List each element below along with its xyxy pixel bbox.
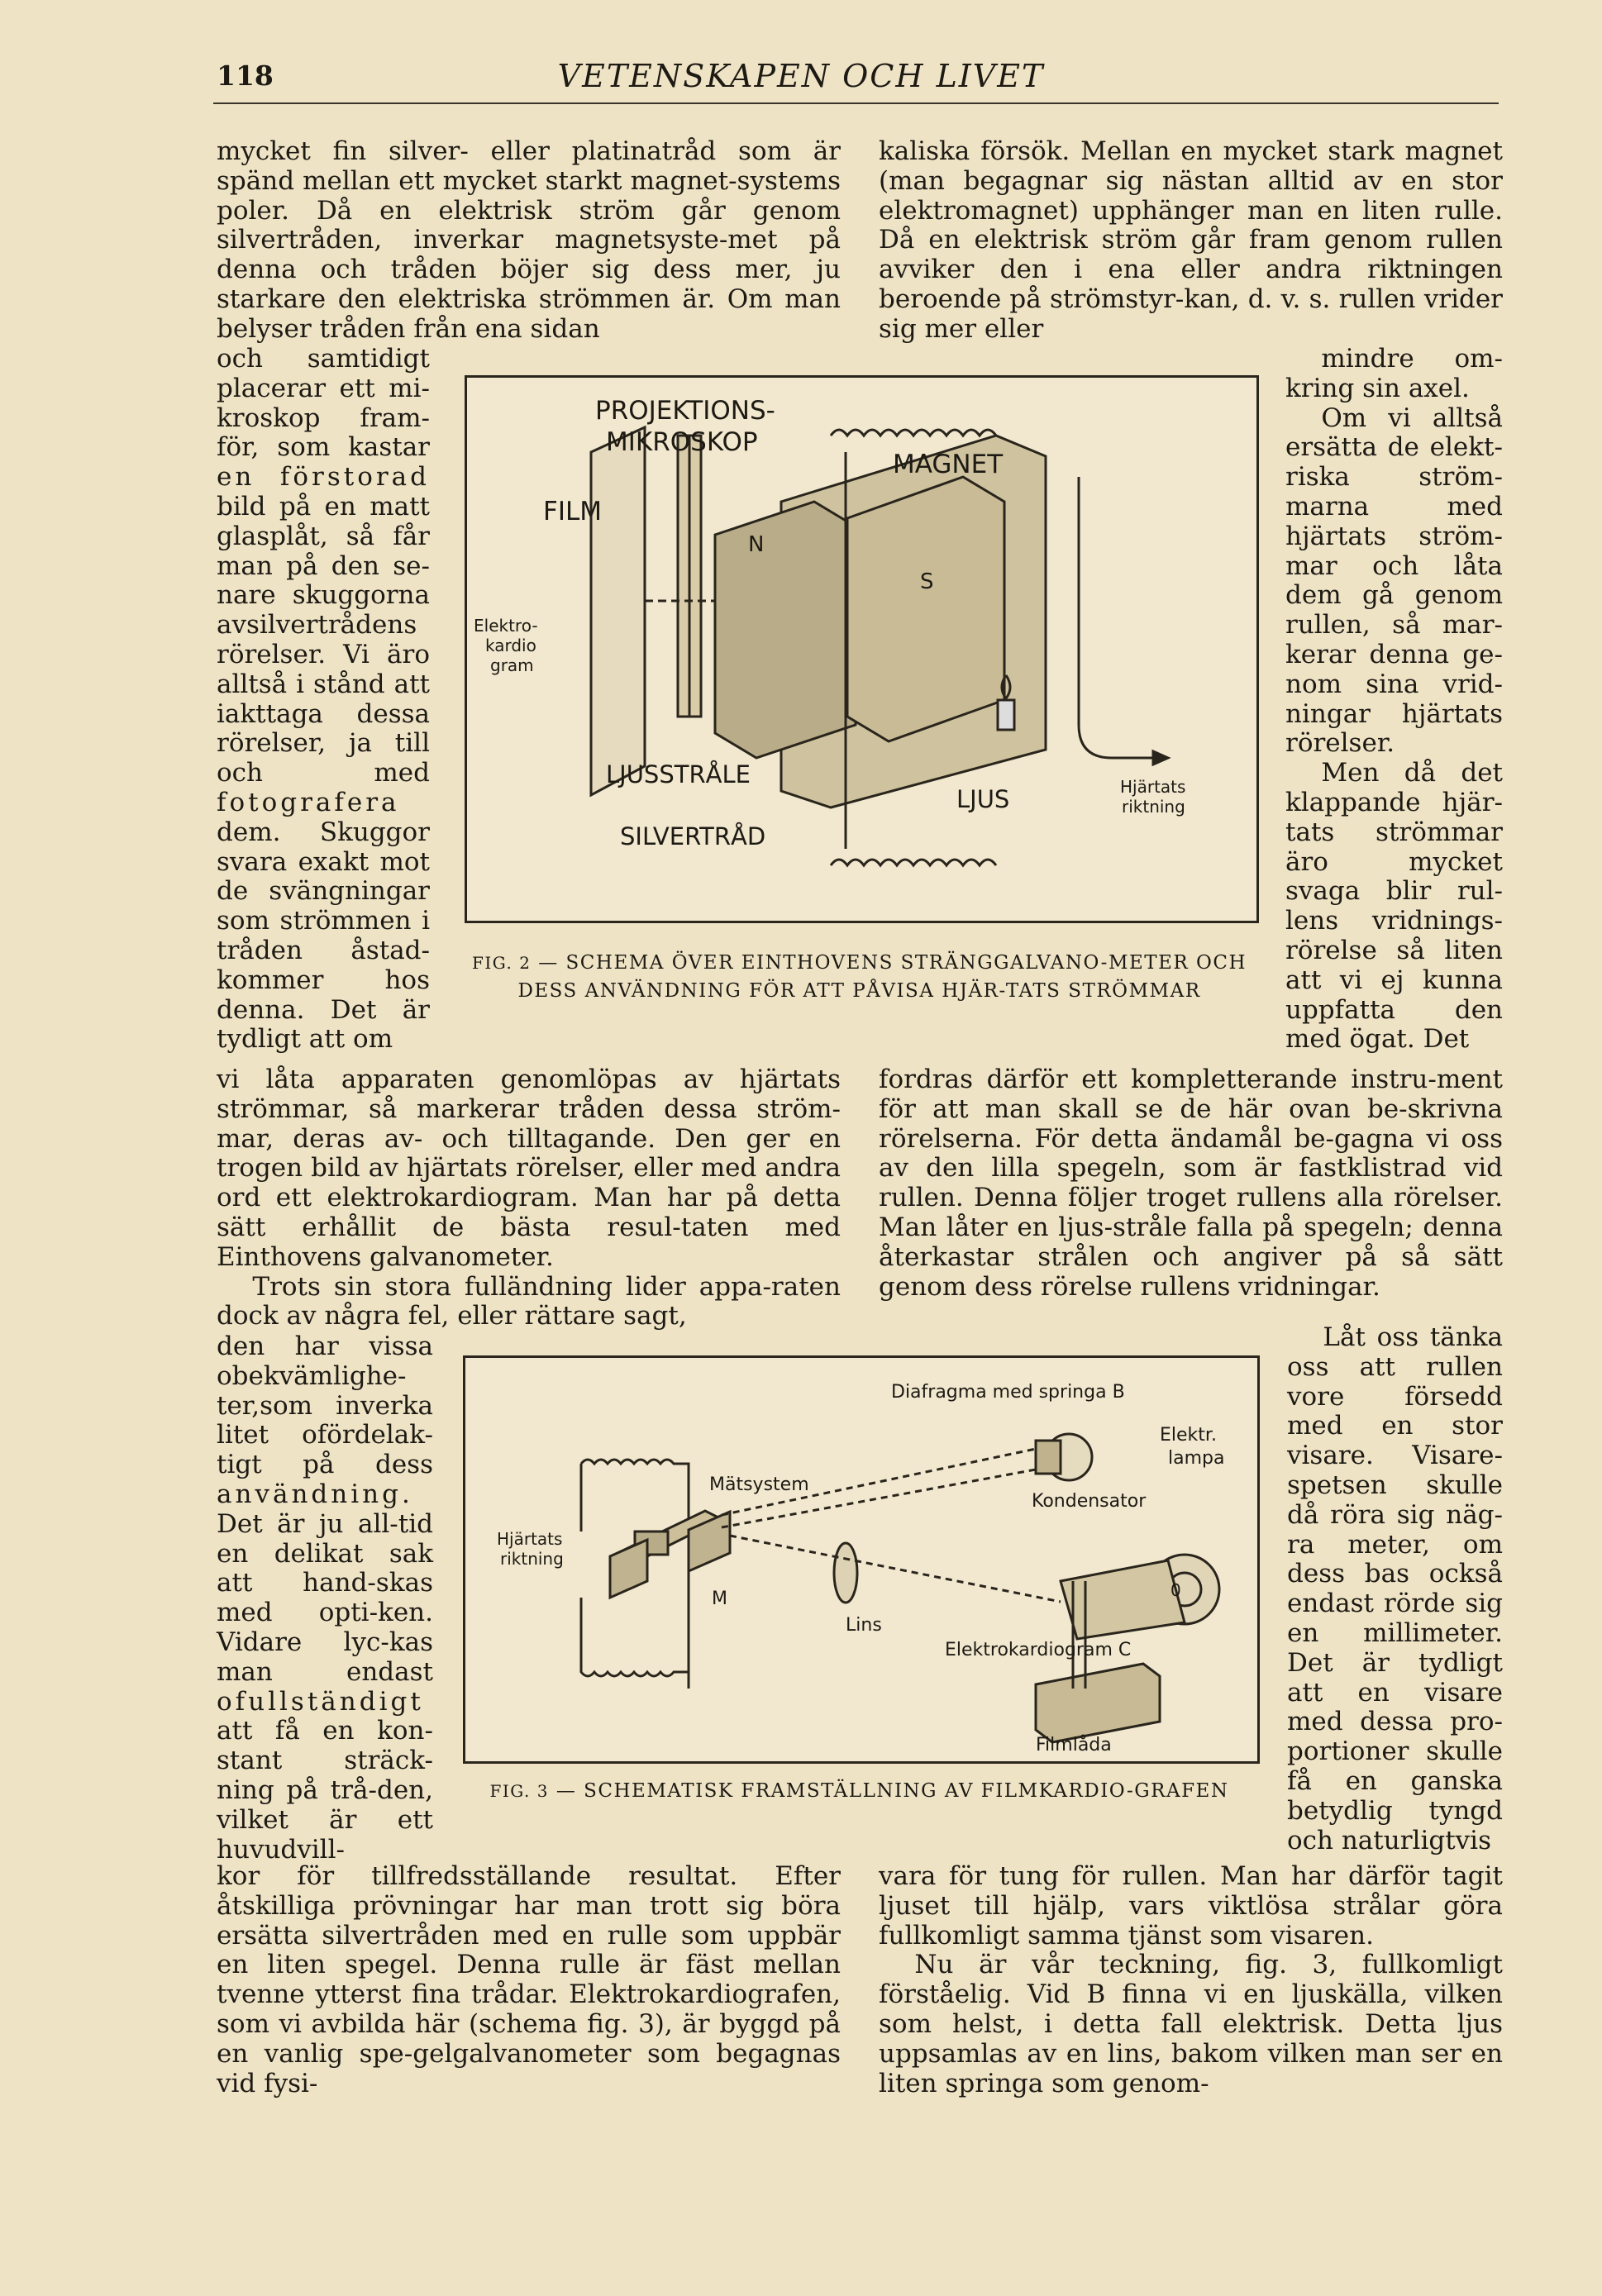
label-riktning: riktning bbox=[1122, 797, 1185, 817]
label-o: 0 bbox=[1171, 1580, 1181, 1600]
label-kardio: kardio bbox=[485, 636, 536, 655]
text-run: Det är ju all-tid en delikat sak att hand-skas med opti-ken. Vidare lyc-kas man endast bbox=[217, 1508, 433, 1687]
string-galvanometer-drawing bbox=[467, 378, 1256, 921]
label-m: M bbox=[712, 1589, 727, 1609]
caption-text: — SCHEMATISK FRAMSTÄLLNING AV FILMKARDIO-GRAFEN bbox=[555, 1780, 1229, 1802]
text-run: dem. Skuggor svara exakt mot de svängningar som strömmen i tråden åstad-kommer hos denna. Det är tydligt att om bbox=[217, 817, 430, 1055]
figure-2-diagram bbox=[465, 375, 1259, 923]
text-run: att få en kon-stant sträck-ning på trå-den, vilket är ett huvudvill- bbox=[217, 1716, 433, 1865]
filmkardiograf-drawing bbox=[465, 1358, 1257, 1761]
spaced-text: fotografera bbox=[217, 787, 400, 817]
label-filmlada: Filmlåda bbox=[1036, 1735, 1112, 1755]
paragraph: kaliska försök. Mellan en mycket stark magnet (man begagnar sig nästan alltid av en stor elektromagnet) upphänger man en liten rulle. Då en elektrisk ström går fram genom rullen avviker den i ena eller andra riktningen beroende på strömstyr-kan, d. v. s. rullen vrider sig mer eller bbox=[879, 136, 1503, 344]
label-elektrokardiogram: Elektrokardiogram C bbox=[945, 1640, 1132, 1660]
right-col-narrow2 bbox=[1287, 1323, 1503, 1855]
right-col-middle bbox=[879, 1065, 1503, 1302]
paragraph: kor för tillfredsställande resultat. Efter åtskilliga prövningar har man trott sig böra ersätta silvertråden med en rulle som uppbär en liten spegel. Denna rulle är fäst mellan tvenne ytterst fina trådar. Elektrokardiografen, som vi avbilda här (schema fig. 3), är byggd på en vanlig spe-gelgalvanometer som begagnas vid fysi- bbox=[217, 1861, 841, 2098]
paragraph: mindre om-kring sin axel. bbox=[1285, 344, 1503, 403]
label-ljus: LJUS bbox=[956, 785, 1010, 813]
spaced-text: ofullständigt bbox=[217, 1686, 424, 1717]
paragraph: mycket fin silver- eller platinatråd som är spänd mellan ett mycket starkt magnet-systems poler. Då en elektrisk ström går genom silvertråden, inverkar magnetsyste-met på denna och tråden böjer sig dess mer, ju starkare den elektriska strömmen är. Om man belyser tråden från ena sidan bbox=[217, 136, 841, 344]
label-elektr: Elektr. bbox=[1160, 1425, 1217, 1446]
figure-3-diagram bbox=[463, 1355, 1260, 1764]
paragraph: Nu är vår teckning, fig. 3, fullkomligt förståelig. Vid B finna vi en ljuskälla, vilken som helst, i detta fall elektrisk. Detta ljus uppsamlas av en lins, bakom vilken man ser en liten springa som genom- bbox=[879, 1950, 1503, 2098]
label-gram: gram bbox=[490, 655, 534, 675]
paragraph: Om vi alltså ersätta de elekt-riska ström-marna med hjärtats ström-mar och låta dem gå genom rullen, så mar-kerar denna ge-nom sina vrid-ningar hjärtats rörelser. bbox=[1285, 403, 1503, 759]
label-elektro: Elektro- bbox=[474, 616, 538, 636]
label-lins: Lins bbox=[846, 1615, 882, 1636]
spaced-text: användning. bbox=[217, 1479, 413, 1509]
paragraph bbox=[217, 345, 430, 1055]
paragraph: vara för tung för rullen. Man har därför tagit ljuset till hjälp, vars viktlösa strålar göra fullkomligt samma tjänst som visaren. bbox=[879, 1861, 1503, 1951]
label-riktning: riktning bbox=[500, 1549, 564, 1569]
text-run: och samtidigt placerar ett mi-kroskop fram-för, som kastar bbox=[217, 344, 430, 463]
paragraph: Men då det klappande hjär-tats strömmar äro mycket svaga blir rul-lens vridnings-rörelse så liten att vi ej kunna uppfatta den med ögat. Det bbox=[1285, 758, 1503, 1055]
caption-label: FIG. 3 bbox=[489, 1781, 549, 1801]
caption-label: FIG. 2 bbox=[471, 953, 532, 973]
label-diafragma: Diafragma med springa B bbox=[891, 1382, 1125, 1403]
label-matsystem: Mätsystem bbox=[709, 1474, 809, 1495]
label-silvertrad: SILVERTRÅD bbox=[620, 822, 766, 850]
label-ljusstrale: LJUSSTRÅLE bbox=[606, 760, 751, 788]
header-rule bbox=[213, 102, 1499, 104]
paragraph bbox=[217, 1332, 433, 1865]
page-number: 118 bbox=[217, 60, 274, 92]
running-head: VETENSKAPEN OCH LIVET bbox=[557, 58, 1045, 94]
label-projektions: PROJEKTIONS- bbox=[595, 396, 775, 426]
label-s: S bbox=[920, 569, 934, 594]
label-n: N bbox=[748, 532, 765, 557]
label-magnet: MAGNET bbox=[893, 450, 1004, 479]
paragraph: Låt oss tänka oss att rullen vore försedd med en stor visare. Visare-spetsen skulle då röra sig näg-ra meter, om dess bas också endast rörde sig en millimeter. Det är tydligt att en visare med dessa pro-portioner skulle få en ganska betydlig tyngd och naturligtvis bbox=[1287, 1322, 1503, 1855]
text-run: bild på en matt glasplåt, så får man på den se-nare skuggorna avsilvertrådens rörelser. Vi äro alltså i stånd att iakttaga dessa rörelser, ja till och med bbox=[217, 491, 430, 788]
right-col-bottom bbox=[879, 1862, 1503, 2098]
label-mikroskop: MIKROSKOP bbox=[606, 427, 758, 457]
right-col-top bbox=[879, 137, 1503, 345]
paragraph: fordras därför ett kompletterande instru-ment för att man skall se de här ovan be-skrivna rörelserna. För detta ändamål be-gagna vi oss av den lilla spegeln, som är fastklistrad vid rullen. Denna följer troget rullens alla rörelser. Man låter en ljus-stråle falla på spegeln; denna återkastar strålen och angiver på så sätt genom dess rörelse rullens vridningar. bbox=[879, 1065, 1503, 1302]
left-col-bottom bbox=[217, 1862, 841, 2098]
right-col-narrow bbox=[1285, 345, 1503, 1055]
label-kondensator: Kondensator bbox=[1032, 1491, 1147, 1512]
left-col-top bbox=[217, 137, 841, 345]
left-col-narrow bbox=[217, 345, 430, 1055]
label-hjartats: Hjärtats bbox=[1120, 777, 1186, 797]
caption-text: — SCHEMA ÖVER EINTHOVENS STRÄNGGALVANO-METER OCH DESS ANVÄNDNING FÖR ATT PÅVISA HJÄR-TATS STRÖMMAR bbox=[517, 952, 1247, 1002]
label-lampa: lampa bbox=[1168, 1448, 1225, 1469]
paragraph: vi låta apparaten genomlöpas av hjärtats strömmar, så markerar tråden dessa ström-mar, deras av- och tilltagande. Den ger en trogen bild av hjärtats rörelser, eller med andra ord ett elektrokardiogram. Man har på detta sätt erhållit de bästa resul-taten med Einthovens galvanometer. bbox=[217, 1065, 841, 1272]
spaced-text: en förstorad bbox=[217, 462, 430, 493]
figure-2-caption bbox=[465, 949, 1254, 1005]
left-col-narrow2 bbox=[217, 1332, 433, 1865]
left-col-middle bbox=[217, 1065, 841, 1331]
label-hjartats: Hjärtats bbox=[497, 1529, 563, 1549]
label-film: FILM bbox=[543, 497, 602, 526]
figure-3-caption bbox=[465, 1777, 1254, 1805]
paragraph: Trots sin stora fulländning lider appa-raten dock av några fel, eller rättare sagt, bbox=[217, 1271, 841, 1331]
text-run: den har vissa obekvämlighe-ter,som inverka litet ofördelak-tigt på dess bbox=[217, 1331, 433, 1480]
